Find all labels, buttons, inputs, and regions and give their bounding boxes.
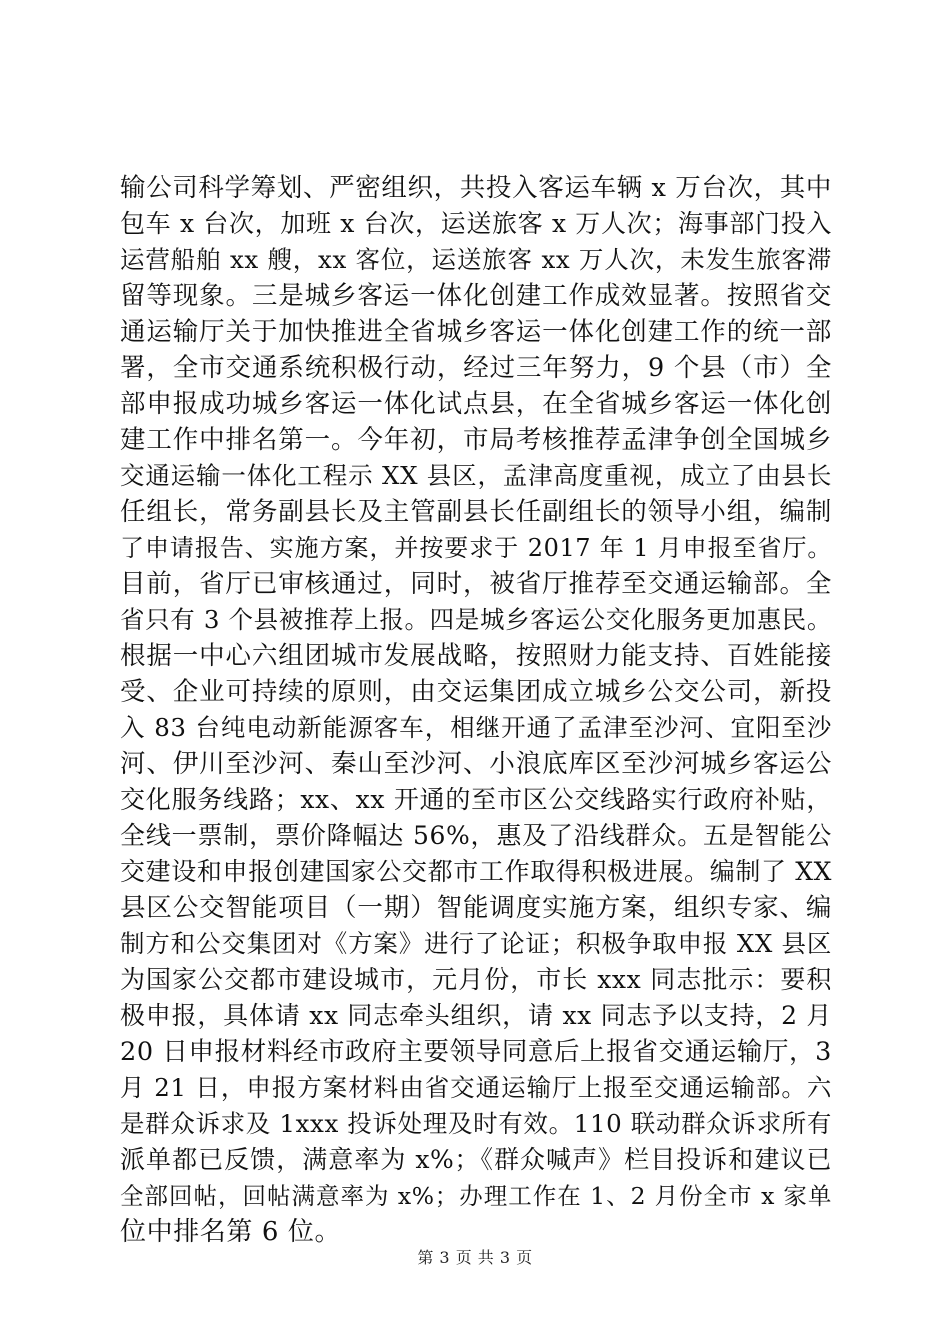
- text-line: 极申报，具体请 xx 同志牵头组织，请 xx 同志予以支持，2 月: [120, 1001, 832, 1030]
- text-line: 包车 x 台次，加班 x 台次，运送旅客 x 万人次；海事部门投入: [120, 209, 832, 238]
- text-line: 县区公交智能项目（一期）智能调度实施方案，组织专家、编: [120, 893, 832, 923]
- text-line: 输公司科学筹划、严密组织，共投入客运车辆 x 万台次，其中: [120, 173, 832, 203]
- text-line: 全线一票制，票价降幅达 56%，惠及了沿线群众。五是智能公: [120, 821, 832, 850]
- text-line: 入 83 台纯电动新能源客车，相继开通了孟津至沙河、宜阳至沙: [120, 713, 832, 742]
- text-line: 目前，省厅已审核通过，同时，被省厅推荐至交通运输部。全: [120, 569, 832, 599]
- text-line: 根据一中心六组团城市发展战略，按照财力能支持、百姓能接: [120, 641, 832, 671]
- text-line: 全部回帖，回帖满意率为 x%；办理工作在 1、2 月份全市 x 家单: [120, 1182, 832, 1210]
- text-line: 月 21 日，申报方案材料由省交通运输厅上报至交通运输部。六: [120, 1073, 832, 1102]
- text-line-last: 位中排名第 6 位。: [120, 1217, 342, 1247]
- text-line: 交通运输一体化工程示 XX 县区，孟津高度重视，成立了由县长: [120, 461, 832, 490]
- page-number-label: 第 3 页 共 3 页: [417, 1248, 533, 1267]
- text-line: 制方和公交集团对《方案》进行了论证；积极争取申报 XX 县区: [120, 929, 832, 958]
- text-line: 留等现象。三是城乡客运一体化创建工作成效显著。按照省交: [120, 281, 832, 311]
- text-line: 了申请报告、实施方案，并按要求于 2017 年 1 月申报至省厅。: [120, 534, 832, 562]
- text-line: 河、伊川至沙河、秦山至沙河、小浪底库区至沙河城乡客运公: [120, 749, 832, 779]
- text-line: 省只有 3 个县被推荐上报。四是城乡客运公交化服务更加惠民。: [120, 605, 832, 634]
- text-line: 派单都已反馈，满意率为 x%；《群众喊声》栏目投诉和建议已: [120, 1145, 832, 1174]
- text-line: 20 日申报材料经市政府主要领导同意后上报省交通运输厅，3: [120, 1037, 832, 1067]
- text-line: 建工作中排名第一。今年初，市局考核推荐孟津争创全国城乡: [120, 425, 832, 455]
- page-footer: [0, 1245, 950, 1268]
- text-line: 运营船舶 xx 艘，xx 客位，运送旅客 xx 万人次，未发生旅客滞: [120, 245, 832, 274]
- text-line: 是群众诉求及 1xxx 投诉处理及时有效。110 联动群众诉求所有: [120, 1109, 832, 1138]
- text-line: 部申报成功城乡客运一体化试点县，在全省城乡客运一体化创: [120, 389, 832, 419]
- text-line: 交化服务线路；xx、xx 开通的至市区公交线路实行政府补贴，: [120, 785, 832, 814]
- text-line: 通运输厅关于加快推进全省城乡客运一体化创建工作的统一部: [120, 317, 832, 347]
- text-line: 交建设和申报创建国家公交都市工作取得积极进展。编制了 XX: [120, 857, 832, 886]
- body-paragraph: [120, 170, 832, 1250]
- text-line: 为国家公交都市建设城市，元月份，市长 xxx 同志批示：要积: [120, 965, 832, 994]
- text-line: 署，全市交通系统积极行动，经过三年努力，9 个县（市）全: [120, 353, 832, 383]
- text-line: 受、企业可持续的原则，由交运集团成立城乡公交公司，新投: [120, 677, 832, 707]
- text-line: 任组长，常务副县长及主管副县长任副组长的领导小组，编制: [120, 497, 832, 527]
